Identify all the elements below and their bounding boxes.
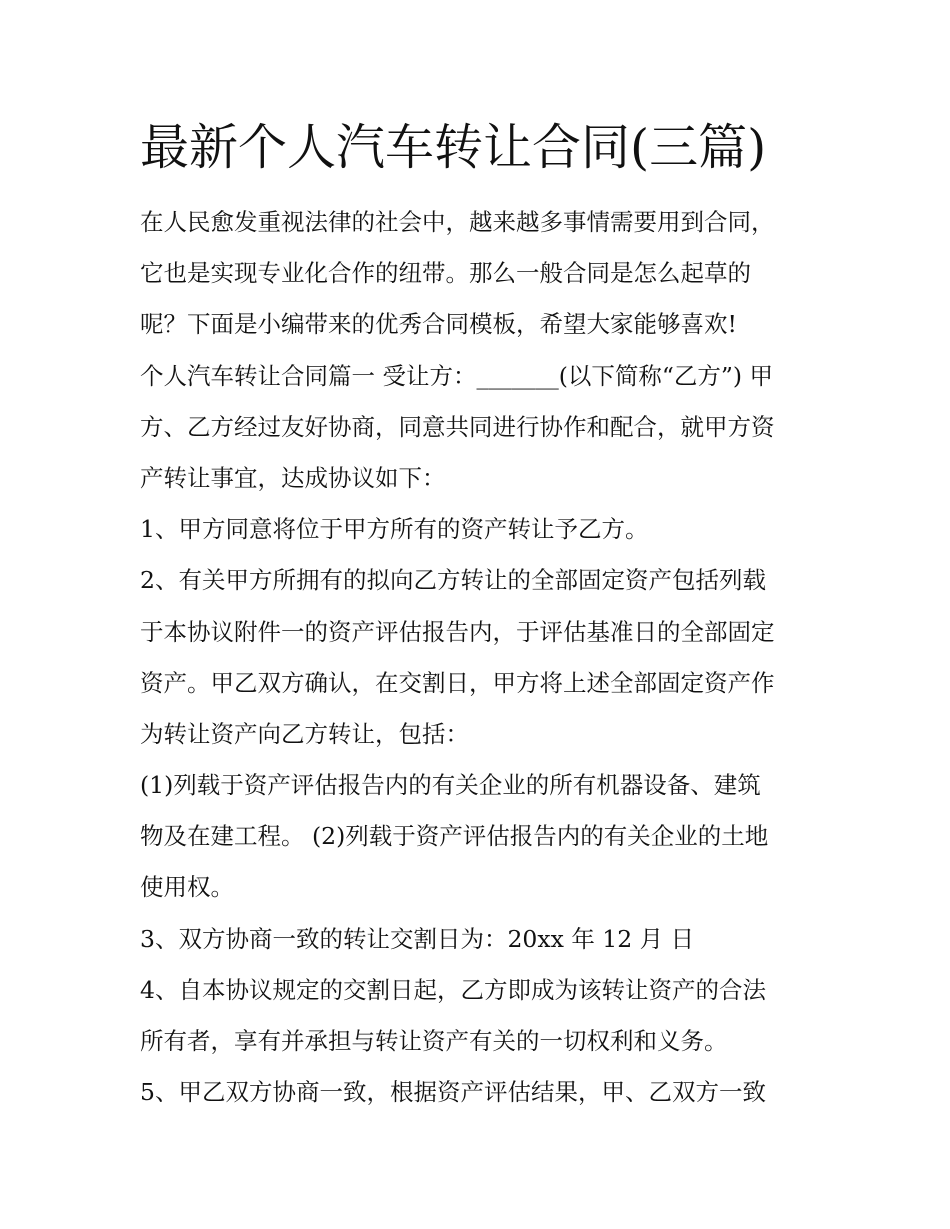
body-line: 资产。甲乙双方确认，在交割日，甲方将上述全部固定资产作 [140,668,775,697]
body-line: 3、双方协商一致的转让交割日为：20xx 年 12 月 日 [140,924,695,953]
body-line: 于本协议附件一的资产评估报告内，于评估基准日的全部固定 [140,617,775,646]
body-line: 所有者，享有并承担与转让资产有关的一切权利和义务。 [140,1027,728,1055]
body-line: (1)列载于资产评估报告内的有关企业的所有机器设备、建筑 [140,771,761,800]
body-line: 它也是实现专业化合作的纽带。那么一般合同是怎么起草的 [140,259,751,288]
body-line: 个人汽车转让合同篇一 受让方：_______(以下简称“乙方”) 甲 [140,361,774,390]
body-line: 4、自本协议规定的交割日起，乙方即成为该转让资产的合法 [140,975,766,1004]
body-line: 2、有关甲方所拥有的拟向乙方转让的全部固定资产包括列载 [140,566,766,595]
body-line: 1、甲方同意将位于甲方所有的资产转让予乙方。 [140,515,649,544]
document-body [140,197,820,1118]
body-line: 呢？下面是小编带来的优秀合同模板，希望大家能够喜欢! [140,310,737,339]
document-title: 最新个人汽车转让合同(三篇) [140,119,767,176]
body-line: 使用权。 [140,873,234,902]
body-line: 在人民愈发重视法律的社会中，越来越多事情需要用到合同， [140,208,775,236]
body-line: 方、乙方经过友好协商，同意共同进行协作和配合，就甲方资 [140,412,775,441]
body-line: 产转让事宜，达成协议如下： [140,463,446,492]
body-line: 物及在建工程。 (2)列载于资产评估报告内的有关企业的土地 [140,822,769,851]
body-line: 为转让资产向乙方转让，包括： [140,719,469,748]
body-line: 5、甲乙双方协商一致，根据资产评估结果，甲、乙双方一致 [140,1078,766,1107]
